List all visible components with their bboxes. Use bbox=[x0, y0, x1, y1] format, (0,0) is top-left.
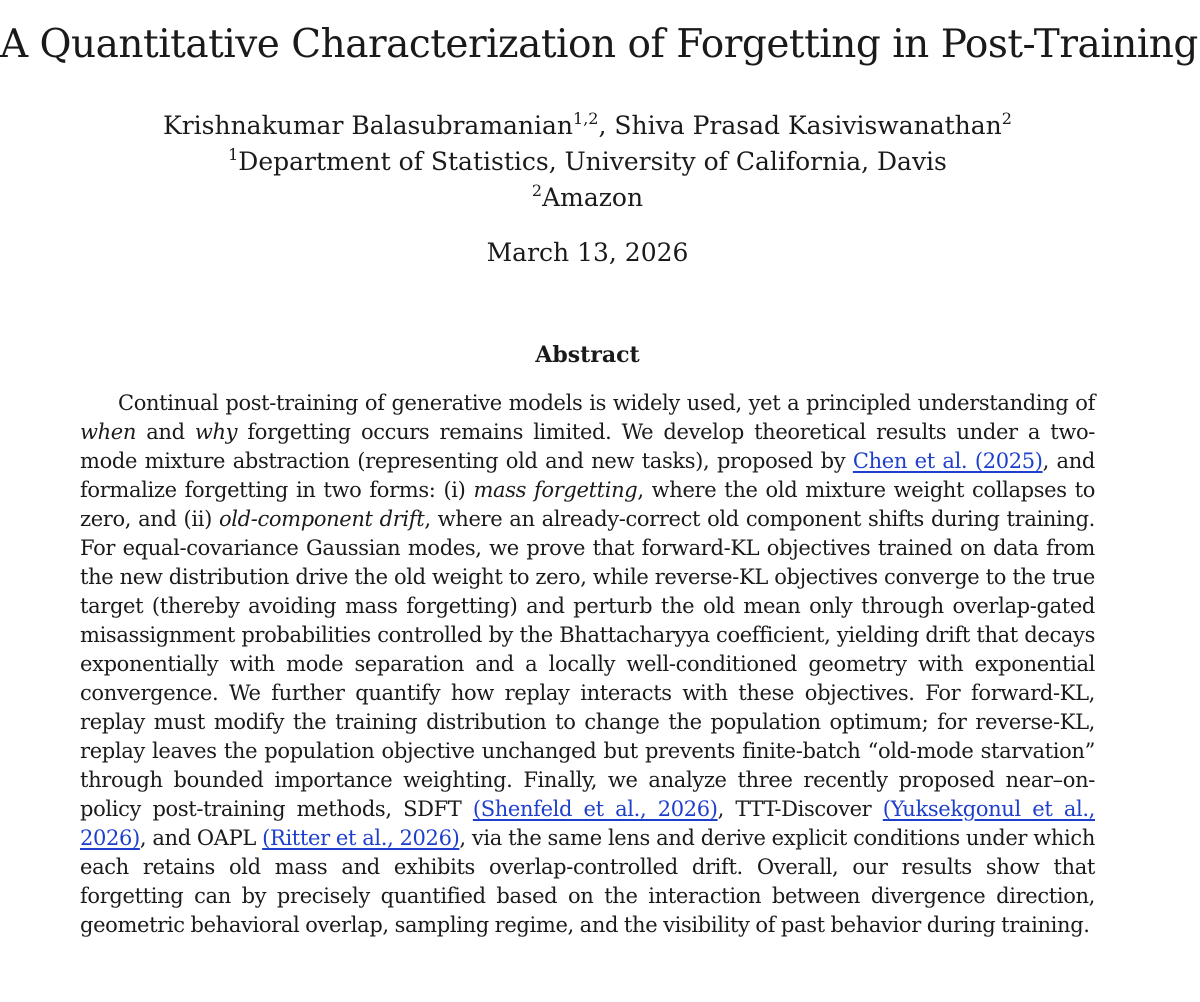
abstract-heading: Abstract bbox=[535, 342, 640, 368]
author-affiliation-mark: 2 bbox=[1001, 109, 1012, 128]
abstract-text: , and OAPL bbox=[139, 826, 263, 850]
abstract-paragraph bbox=[80, 389, 1095, 940]
abstract-text: forgetting occurs remains limited. We develop theoretical results under a two-mode mixture abstraction (representing old and new tasks), proposed by bbox=[80, 420, 1096, 473]
author-name: Krishnakumar Balasubramanian bbox=[163, 111, 574, 140]
abstract-emphasis: why bbox=[194, 420, 238, 444]
author-affiliation-mark: 1,2 bbox=[573, 109, 599, 128]
citation-link-shenfeld-2026[interactable]: (Shenfeld et al., 2026) bbox=[472, 797, 718, 821]
abstract-emphasis: old-component drift bbox=[218, 507, 425, 531]
abstract-text: , TTT-Discover bbox=[717, 797, 883, 821]
abstract-text: Continual post-training of generative models is widely used, yet a principled understanding of bbox=[118, 391, 1095, 415]
author-name: Shiva Prasad Kasiviswanathan bbox=[614, 111, 1002, 140]
paper-date: March 13, 2026 bbox=[486, 238, 689, 267]
abstract-text: , where an already-correct old component shifts during training. For equal-covariance Gaussian modes, we prove that forward-KL objectives trained on data from the new distribution drive the old weight to zero, while reverse-KL objectives converge to the true target (thereby avoiding mass forgetting) and perturb the old mean only through overlap-gated misassignment probabilities controlled by the Bhattacharyya coefficient, yielding drift that decays exponentially with mode separation and a locally well-conditioned geometry with exponential convergence. We further quantify how replay interacts with these objectives. For forward-KL, replay must modify the training distribution to change the population optimum; for reverse-KL, replay leaves the population objective unchanged but prevents finite-batch “old-mode starvation” through bounded importance weighting. Finally, we analyze three recently proposed near–on-policy post-training methods, SDFT bbox=[80, 507, 1095, 821]
affiliation-line bbox=[0, 144, 1175, 180]
author-separator: , bbox=[598, 111, 615, 140]
citation-link-yuksekgonul-2026[interactable]: (Yuksekgonul et al., 2026) bbox=[80, 797, 1096, 850]
author-block bbox=[0, 108, 1175, 216]
author-line bbox=[0, 108, 1175, 144]
affiliation-line bbox=[0, 180, 1175, 216]
abstract-text: , via the same lens and derive explicit conditions under which each retains old mass and exhibits overlap-controlled drift. Overall, our results show that forgetting can by precisely quantified based on the interaction between divergence direction, geometric behavioral overlap, sampling regime, and the visibility of past behavior during training. bbox=[80, 826, 1095, 937]
abstract-emphasis: mass forgetting bbox=[473, 478, 638, 502]
affiliation-mark: 1 bbox=[228, 145, 239, 164]
abstract-emphasis: when bbox=[80, 420, 137, 444]
affiliation-name: Department of Statistics, University of California, Davis bbox=[238, 147, 947, 176]
abstract-body bbox=[80, 389, 1095, 940]
citation-link-chen-2025[interactable]: Chen et al. (2025) bbox=[852, 449, 1043, 473]
abstract-text: , where the old mixture weight collapses to zero, and (ii) bbox=[80, 478, 1095, 531]
affiliation-name: Amazon bbox=[542, 183, 644, 212]
paper-title: A Quantitative Characterization of Forgetting in Post-Training bbox=[0, 22, 1198, 67]
citation-link-ritter-2026[interactable]: (Ritter et al., 2026) bbox=[262, 826, 460, 850]
affiliation-mark: 2 bbox=[531, 181, 543, 200]
abstract-text: and bbox=[136, 420, 195, 444]
abstract-text: , and formalize forgetting in two forms: (i) bbox=[80, 449, 1095, 502]
